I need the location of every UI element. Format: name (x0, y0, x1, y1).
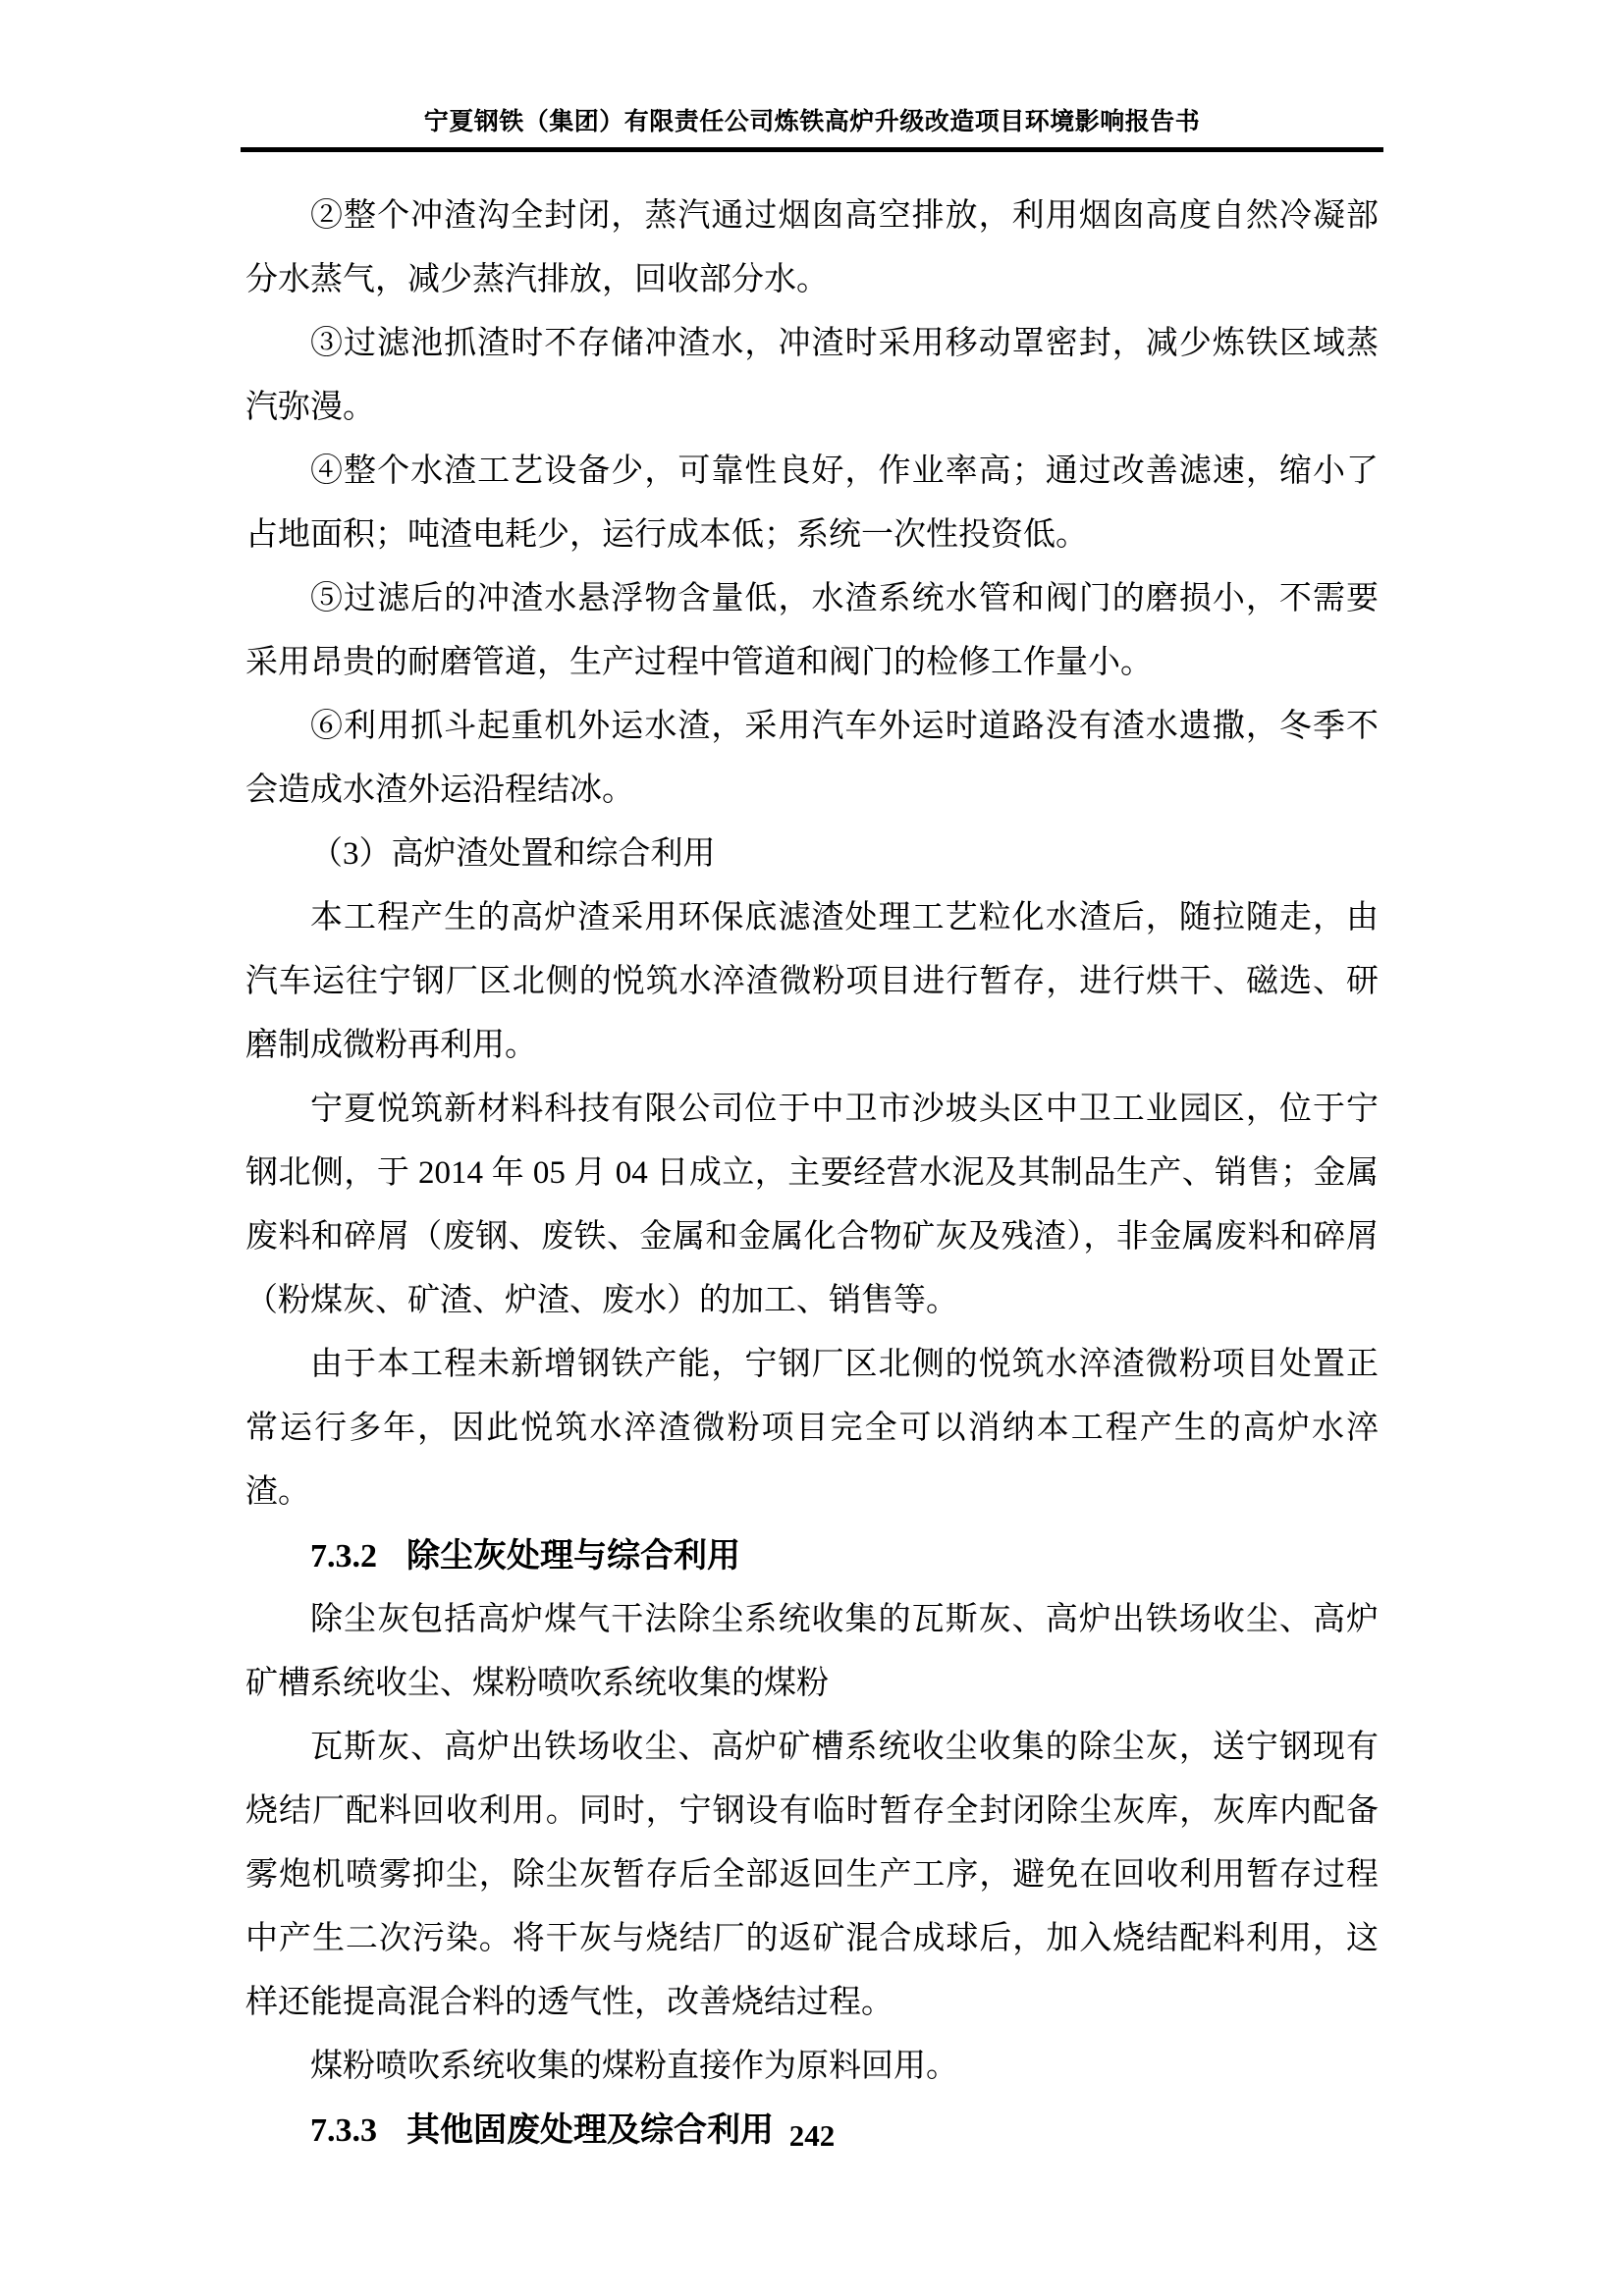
section-heading-7-3-2 (245, 1524, 1379, 1588)
paragraph: ③过滤池抓渣时不存储冲渣水，冲渣时采用移动罩密封，减少炼铁区域蒸汽弥漫。 (245, 326, 1379, 425)
paragraph: 煤粉喷吹系统收集的煤粉直接作为原料回用。 (310, 2049, 958, 2084)
section-title: 除尘灰处理与综合利用 (406, 1538, 740, 1575)
paragraph: 宁夏悦筑新材料科技有限公司位于中卫市沙坡头区中卫工业园区，位于宁钢北侧，于 2014 年 05 月 04 日成立，主要经营水泥及其制品生产、销售；金属废料和碎屑（废钢、废铁、金属和金属化合物矿灰及残渣），非金属废料和碎屑（粉煤灰、矿渣、炉渣、废水）的加工、销售等。 (245, 1092, 1379, 1318)
section-number: 7.3.2 (310, 1538, 377, 1575)
document-body (245, 185, 1379, 2163)
paragraph: 除尘灰包括高炉煤气干法除尘系统收集的瓦斯灰、高炉出铁场收尘、高炉矿槽系统收尘、煤粉喷吹系统收集的煤粉 (245, 1602, 1379, 1701)
paragraph: ⑥利用抓斗起重机外运水渣，采用汽车外运时道路没有渣水遗撒，冬季不会造成水渣外运沿程结冰。 (245, 709, 1379, 808)
header-rule (241, 147, 1383, 152)
page-footer (0, 2116, 1624, 2156)
paragraph: 本工程产生的高炉渣采用环保底滤渣处理工艺粒化水渣后，随拉随走，由汽车运往宁钢厂区北侧的悦筑水淬渣微粉项目进行暂存，进行烘干、磁选、研磨制成微粉再利用。 (245, 900, 1379, 1063)
paragraph: ②整个冲渣沟全封闭，蒸汽通过烟囱高空排放，利用烟囱高度自然冷凝部分水蒸气，减少蒸汽排放，回收部分水。 (245, 198, 1379, 297)
page-number: 242 (788, 2118, 836, 2153)
paragraph: ④整个水渣工艺设备少，可靠性良好，作业率高；通过改善滤速，缩小了占地面积；吨渣电耗少，运行成本低；系统一次性投资低。 (245, 454, 1379, 553)
paragraph: 由于本工程未新增钢铁产能，宁钢厂区北侧的悦筑水淬渣微粉项目处置正常运行多年，因此悦筑水淬渣微粉项目完全可以消纳本工程产生的高炉水淬渣。 (245, 1347, 1379, 1510)
section-number: 7.3.3 (310, 2112, 377, 2149)
paragraph: ⑤过滤后的冲渣水悬浮物含量低，水渣系统水管和阀门的磨损小，不需要采用昂贵的耐磨管道，生产过程中管道和阀门的检修工作量小。 (245, 581, 1379, 680)
section-title: 其他固废处理及综合利用 (406, 2112, 774, 2149)
paragraph: 瓦斯灰、高炉出铁场收尘、高炉矿槽系统收尘收集的除尘灰，送宁钢现有烧结厂配料回收利用。同时，宁钢设有临时暂存全封闭除尘灰库，灰库内配备雾炮机喷雾抑尘，除尘灰暂存后全部返回生产工序，避免在回收利用暂存过程中产生二次污染。将干灰与烧结厂的返矿混合成球后，加入烧结配料利用，这样还能提高混合料的透气性，改善烧结过程。 (245, 1730, 1379, 2020)
paragraph: （3）高炉渣处置和综合利用 (310, 836, 716, 872)
page-header (241, 0, 1383, 152)
header-title: 宁夏钢铁（集团）有限责任公司炼铁高炉升级改造项目环境影响报告书 (423, 109, 1201, 135)
